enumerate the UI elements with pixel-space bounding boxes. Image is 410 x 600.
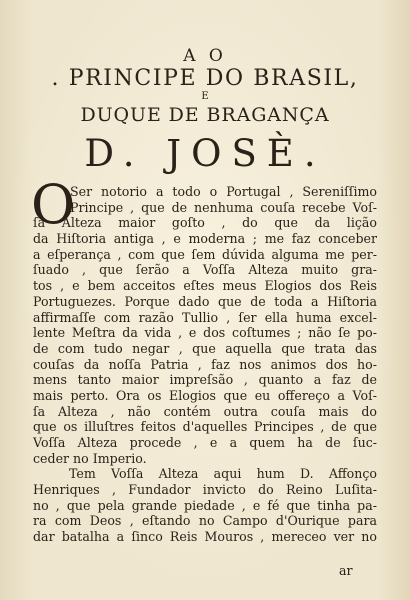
text-line: mais perto. Ora os Elogios que eu offereço a Voſ-	[33, 387, 377, 403]
dedication-heading-principe: . PRINCIPE DO BRASIL,	[51, 66, 359, 91]
text-line: de com tudo negar , que aquella que trata das	[33, 340, 377, 356]
text-line: ſuado , que ſerão a Voſſa Alteza muito gra-	[33, 262, 377, 278]
dedication-body	[31, 173, 377, 545]
drop-cap: O	[31, 173, 76, 236]
text-line: Voſſa Alteza procede , e a quem ha de ſuc-	[33, 435, 377, 450]
text-line: ſa Alteza maior goſto , do que da lição	[33, 215, 377, 231]
dedication-heading-duque: DUQUE DE BRAGANÇA	[80, 104, 330, 126]
text-line: que os illuſtres feitos d'aquelles Principes , de que	[33, 419, 377, 435]
text-line: Principe , que de nenhuma couſa recebe Voſ-	[70, 199, 377, 215]
text-line: Ser notorio a todo o Portugal , Sereniſſimo	[70, 184, 377, 199]
text-line: ra com Deos , eſtando no Campo d'Ourique para	[33, 513, 377, 529]
text-line: a eſperança , com que ſem dúvida alguma me per-	[33, 246, 377, 262]
text-line: Tem Voſſa Alteza aqui hum D. Affonço	[69, 466, 377, 482]
text-line: ſa Alteza , não contém outra couſa mais do	[33, 403, 377, 419]
text-line: ceder no Imperio.	[33, 450, 147, 466]
text-line: affirmaſſe com razão Tullio , ſer ella huma excel-	[33, 309, 377, 325]
text-line: no , que pela grande piedade , e fé que tinha pa-	[33, 497, 377, 513]
dedication-heading-name: D. JOSÈ.	[84, 132, 326, 175]
catchword: ar	[339, 563, 353, 578]
text-line: dar batalha a ſinco Reis Mouros , mereceo ver no	[33, 529, 377, 545]
text-line: couſas da noſſa Patria , faz nos animos dos ho-	[33, 356, 377, 372]
text-line: mens tanto maior impreſsão , quanto a faz de	[33, 372, 377, 388]
text-line: Henriques , Fundador invicto do Reino Luſita-	[33, 482, 377, 498]
text-line: lente Meſtra da vida , e dos coſtumes ; não ſe po-	[33, 325, 377, 341]
text-line: tos , e bem acceitos eſtes meus Elogios dos Reis	[33, 278, 377, 294]
text-line: da Hiſtoria antiga , e moderna ; me faz conceber	[33, 231, 377, 247]
text-line: Portuguezes. Porque dado que de toda a Hiſtoria	[33, 293, 377, 309]
dedication-heading-conjunction: E	[201, 91, 209, 102]
dedication-heading-ao: A O	[183, 46, 227, 66]
